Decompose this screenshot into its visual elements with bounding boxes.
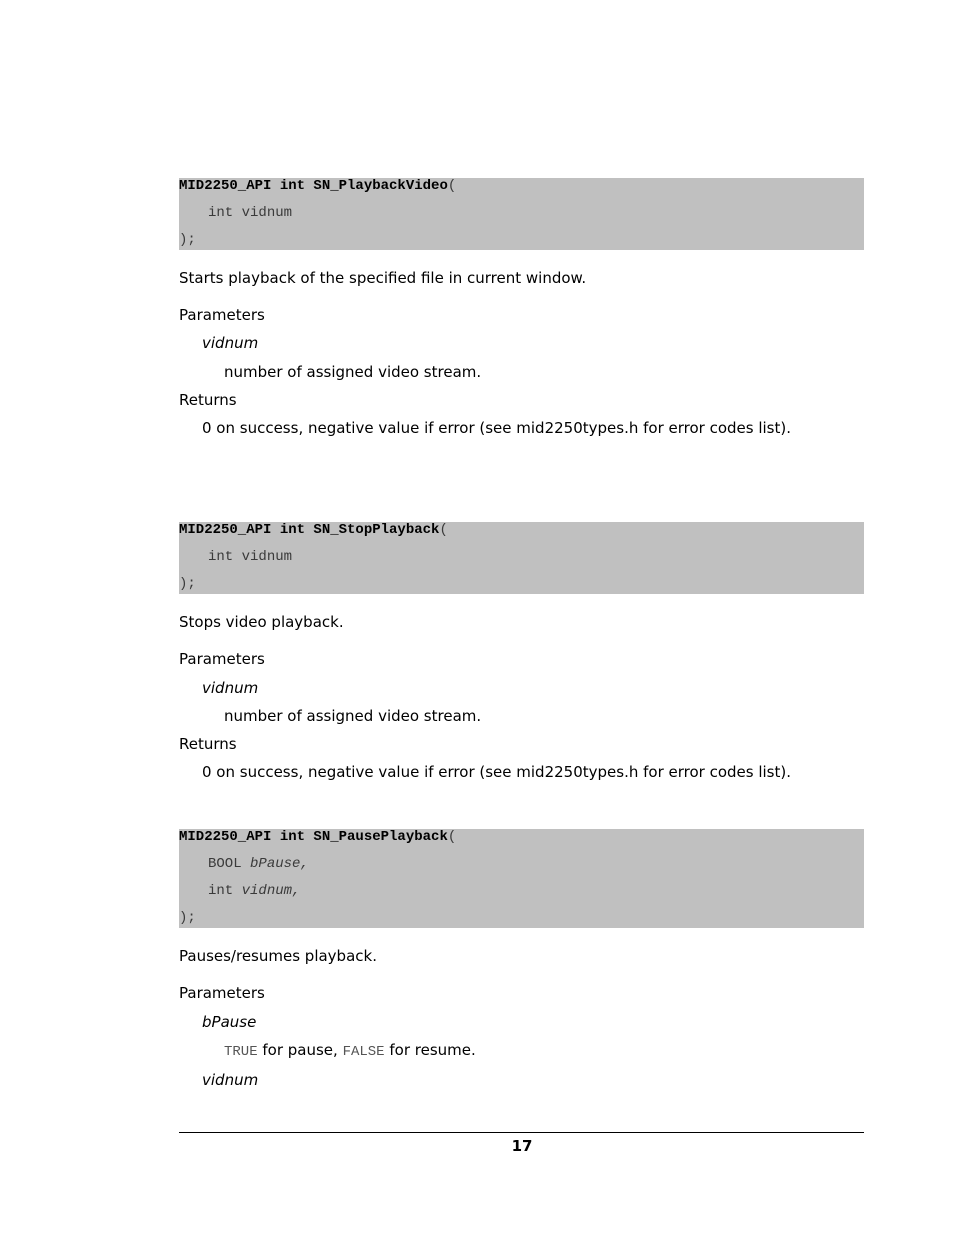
param-line (208, 200, 292, 227)
param-line (208, 851, 309, 878)
param-type: int (208, 549, 234, 565)
signature-prefix: MID2250_API int (179, 829, 314, 845)
param-description: number of assigned video stream. (224, 363, 482, 381)
signature-prefix: MID2250_API int (179, 522, 314, 538)
footer-rule (179, 1132, 864, 1133)
param-desc-text: for pause, (257, 1041, 343, 1059)
returns-description: 0 on success, negative value if error (see mid2250types.h for error codes list). (202, 419, 791, 437)
signature-line (179, 517, 448, 544)
param-name: bPause (202, 1013, 257, 1031)
param-name: vidnum (241, 549, 293, 565)
param-name: vidnum (202, 1071, 259, 1089)
code-block-pause-playback (179, 829, 864, 928)
param-type: BOOL (208, 856, 242, 872)
close-paren: ); (179, 910, 196, 926)
code-block-stop-playback (179, 522, 864, 594)
param-description: number of assigned video stream. (224, 707, 482, 725)
param-description (224, 1040, 476, 1062)
true-constant: TRUE (224, 1044, 258, 1060)
description: Pauses/resumes playback. (179, 947, 377, 965)
param-name: vidnum (241, 205, 293, 221)
open-paren: ( (439, 522, 448, 538)
param-line (208, 544, 292, 571)
signature-prefix: MID2250_API int (179, 178, 314, 194)
description: Stops video playback. (179, 613, 344, 631)
signature-line (179, 824, 456, 851)
parameters-heading: Parameters (179, 984, 265, 1002)
function-name: SN_StopPlayback (313, 522, 440, 538)
parameters-heading: Parameters (179, 306, 265, 324)
parameters-heading: Parameters (179, 650, 265, 668)
function-name: SN_PausePlayback (313, 829, 448, 845)
param-line (208, 878, 300, 905)
description: Starts playback of the specified file in current window. (179, 269, 587, 287)
returns-heading: Returns (179, 735, 237, 753)
param-name: bPause, (250, 856, 309, 872)
param-name: vidnum (202, 334, 259, 352)
param-name: vidnum (202, 679, 259, 697)
page-number: 17 (511, 1137, 533, 1155)
open-paren: ( (447, 829, 457, 845)
returns-heading: Returns (179, 391, 237, 409)
function-name: SN_PlaybackVideo (313, 178, 448, 194)
signature-line (179, 173, 456, 200)
code-block-playback-video (179, 178, 864, 250)
close-paren: ); (179, 576, 196, 592)
param-desc-text: for resume. (384, 1041, 476, 1059)
open-paren: ( (447, 178, 457, 194)
param-type: int (208, 883, 234, 899)
false-constant: FALSE (342, 1044, 385, 1060)
returns-description: 0 on success, negative value if error (see mid2250types.h for error codes list). (202, 763, 791, 781)
param-type: int (208, 205, 234, 221)
param-name: vidnum, (241, 883, 301, 899)
close-paren: ); (179, 232, 196, 248)
